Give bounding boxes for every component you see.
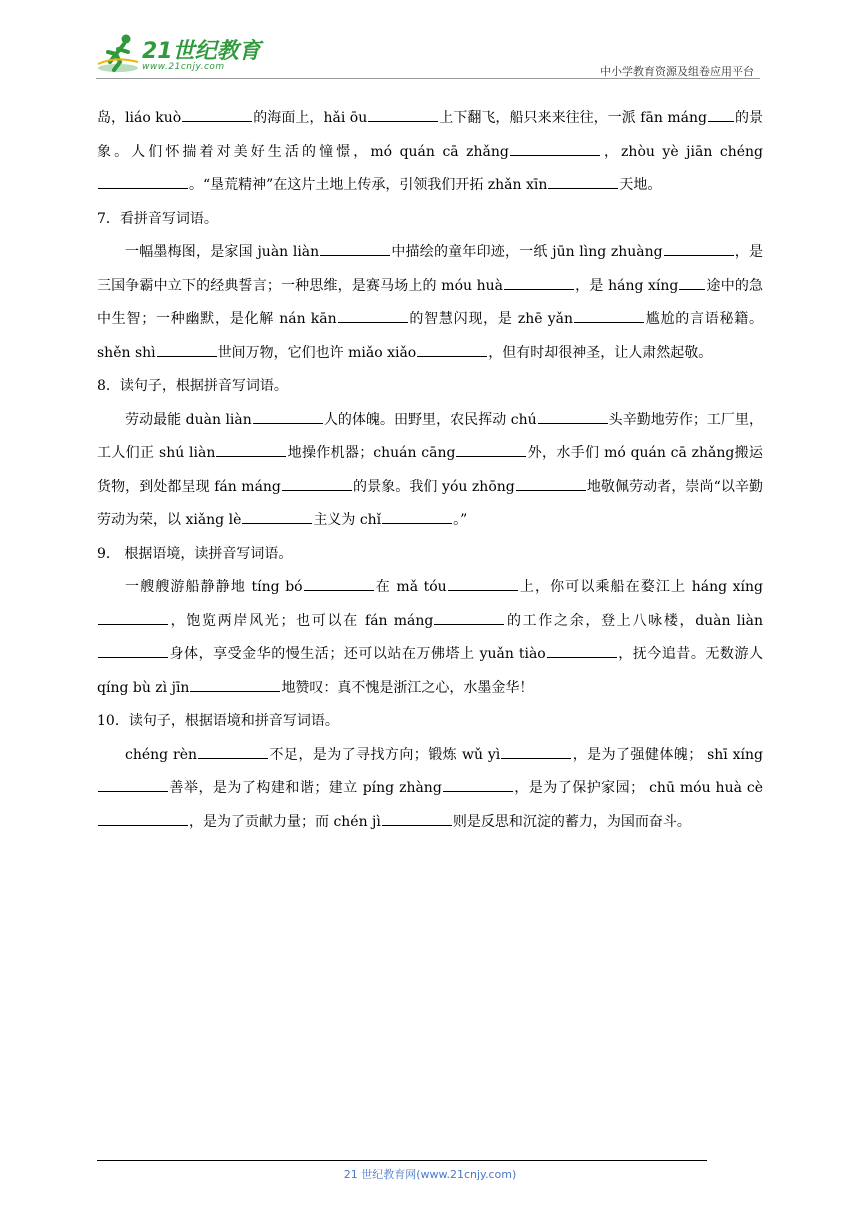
document-body (97, 102, 763, 839)
answer-blank[interactable] (242, 504, 312, 524)
header-platform-text: 中小学教育资源及组卷应用平台 (600, 65, 754, 78)
text: ，是为了贡献力量；而 chén jì (189, 813, 381, 830)
text: 善举，是为了构建和谐；建立 píng zhàng (169, 780, 442, 796)
answer-blank[interactable] (679, 270, 705, 290)
answer-blank[interactable] (98, 169, 188, 189)
answer-blank[interactable] (708, 102, 734, 122)
header-divider (96, 78, 760, 79)
answer-blank[interactable] (504, 270, 574, 290)
answer-blank[interactable] (538, 404, 608, 424)
answer-blank[interactable] (338, 303, 408, 323)
question-10-body (97, 739, 763, 840)
question-9-body (97, 571, 763, 705)
answer-blank[interactable] (98, 806, 188, 826)
text: ，是为了强健体魄； shī xíng (572, 746, 763, 763)
text: ，zhòu yè jiān chéng (600, 143, 763, 160)
answer-blank[interactable] (382, 806, 452, 826)
text: 。” (453, 512, 468, 528)
text: 劳动最能 duàn liàn (125, 411, 252, 428)
answer-blank[interactable] (253, 404, 323, 424)
text: 的海面上，hǎi ōu (253, 110, 368, 126)
answer-blank[interactable] (417, 337, 487, 357)
text: 地赞叹：真不愧是浙江之心，水墨金华！ (281, 679, 534, 696)
answer-blank[interactable] (198, 739, 268, 759)
answer-blank[interactable] (456, 437, 526, 457)
question-10-title: 10．读句子，根据语境和拼音写词语。 (97, 713, 339, 729)
answer-blank[interactable] (216, 437, 286, 457)
site-logo (96, 32, 266, 78)
text: 中描绘的童年印迹，一纸 jūn lìng zhuàng (391, 244, 663, 260)
text: 上，你可以乘船在婺江上 háng xíng (518, 579, 764, 595)
answer-blank[interactable] (510, 136, 600, 156)
text: 主义为 chǐ (313, 512, 382, 528)
text: 天地。 (619, 177, 662, 193)
answer-blank[interactable] (574, 303, 644, 323)
paragraph-continued (97, 102, 763, 203)
answer-blank[interactable] (190, 672, 280, 692)
answer-blank[interactable] (448, 571, 518, 591)
text: 的工作之余，登上八咏楼，duàn liàn (505, 612, 763, 629)
runner-logo-icon (96, 32, 140, 76)
answer-blank[interactable] (320, 236, 390, 256)
text: 世间万物，它们也许 miǎo xiǎo (217, 344, 417, 361)
answer-blank[interactable] (382, 504, 452, 524)
footer-divider (97, 1160, 707, 1161)
answer-blank[interactable] (98, 605, 168, 625)
text: 。“垦荒精神”在这片土地上传承，引领我们开拓 zhǎn xīn (189, 177, 548, 193)
page-header (96, 30, 760, 80)
text: 尴尬的言语秘籍。shěn shì (97, 311, 763, 361)
answer-blank[interactable] (443, 772, 513, 792)
text: 岛，liáo kuò (97, 110, 182, 126)
answer-blank[interactable] (98, 772, 168, 792)
text: 地操作机器；chuán cāng (287, 445, 456, 461)
answer-blank[interactable] (182, 102, 252, 122)
answer-blank[interactable] (98, 638, 168, 658)
text: 外，水手们 mó quán cā zhǎng (527, 445, 735, 461)
answer-blank[interactable] (548, 169, 618, 189)
answer-blank[interactable] (664, 236, 734, 256)
text: 的景象。人们怀揣着对美好生活的憧憬，mó quán cā zhǎng (97, 110, 763, 160)
answer-blank[interactable] (547, 638, 617, 658)
text: 身体，享受金华的慢生活；还可以站在万佛塔上 yuǎn tiào (169, 646, 546, 662)
answer-blank[interactable] (434, 605, 504, 625)
text: ，是 háng xíng (575, 277, 679, 294)
text: ，是为了保护家园； chū móu huà cè (513, 780, 763, 796)
text: 一幅墨梅图，是家国 juàn liàn (125, 244, 320, 260)
text: ，抚今追昔。无数游人 qíng bù zì jīn (97, 646, 763, 696)
text: 不足，是为了寻找方向；锻炼 wǔ yì (269, 746, 501, 763)
text: 头辛勤地劳作；工厂里，工人们正 shú liàn (97, 411, 764, 461)
text: 一艘艘游船静静地 tíng bó (125, 579, 303, 595)
logo-main-text: 21世纪教育 (142, 39, 261, 64)
question-8-title: 8．读句子，根据拼音写词语。 (97, 378, 288, 394)
question-7-title: 7．看拼音写词语。 (97, 210, 218, 227)
question-7-body (97, 236, 763, 370)
answer-blank[interactable] (368, 102, 438, 122)
text: 的智慧闪现，是 zhē yǎn (408, 311, 573, 327)
question-9-title: 9． 根据语境，读拼音写词语。 (97, 545, 293, 562)
question-8-body (97, 404, 763, 538)
text: 搬运货物，到处都呈现 fán máng (97, 445, 763, 495)
text: ，但有时却很神圣，让人肃然起敬。 (488, 344, 713, 361)
answer-blank[interactable] (304, 571, 374, 591)
answer-blank[interactable] (516, 471, 586, 491)
text: chéng rèn (125, 746, 198, 763)
logo-sub-text: www.21cnjy.com (142, 62, 225, 72)
text: ，饱览两岸风光；也可以在 fán máng (169, 612, 434, 629)
text: 的景象。我们 yóu zhōng (352, 478, 515, 495)
footer-link[interactable]: 21 世纪教育网(www.21cnjy.com) (343, 1168, 517, 1181)
text: 地敬佩劳动者，崇尚“以辛勤劳动为荣，以 xiǎng lè (97, 478, 763, 528)
text: 在 mǎ tóu (374, 579, 447, 595)
text: 上下翻飞，船只来来往往，一派 fān máng (439, 110, 707, 126)
text: 人的体魄。田野里，农民挥动 chú (323, 411, 537, 428)
text: 则是反思和沉淀的蓄力，为国而奋斗。 (452, 813, 691, 830)
answer-blank[interactable] (501, 739, 571, 759)
text: 途中的急中生智；一种幽默，是化解 nán kān (97, 277, 764, 327)
answer-blank[interactable] (157, 337, 217, 357)
text: ，是三国争霸中立下的经典誓言；一种思维，是赛马场上的 móu huà (97, 244, 763, 294)
answer-blank[interactable] (282, 471, 352, 491)
